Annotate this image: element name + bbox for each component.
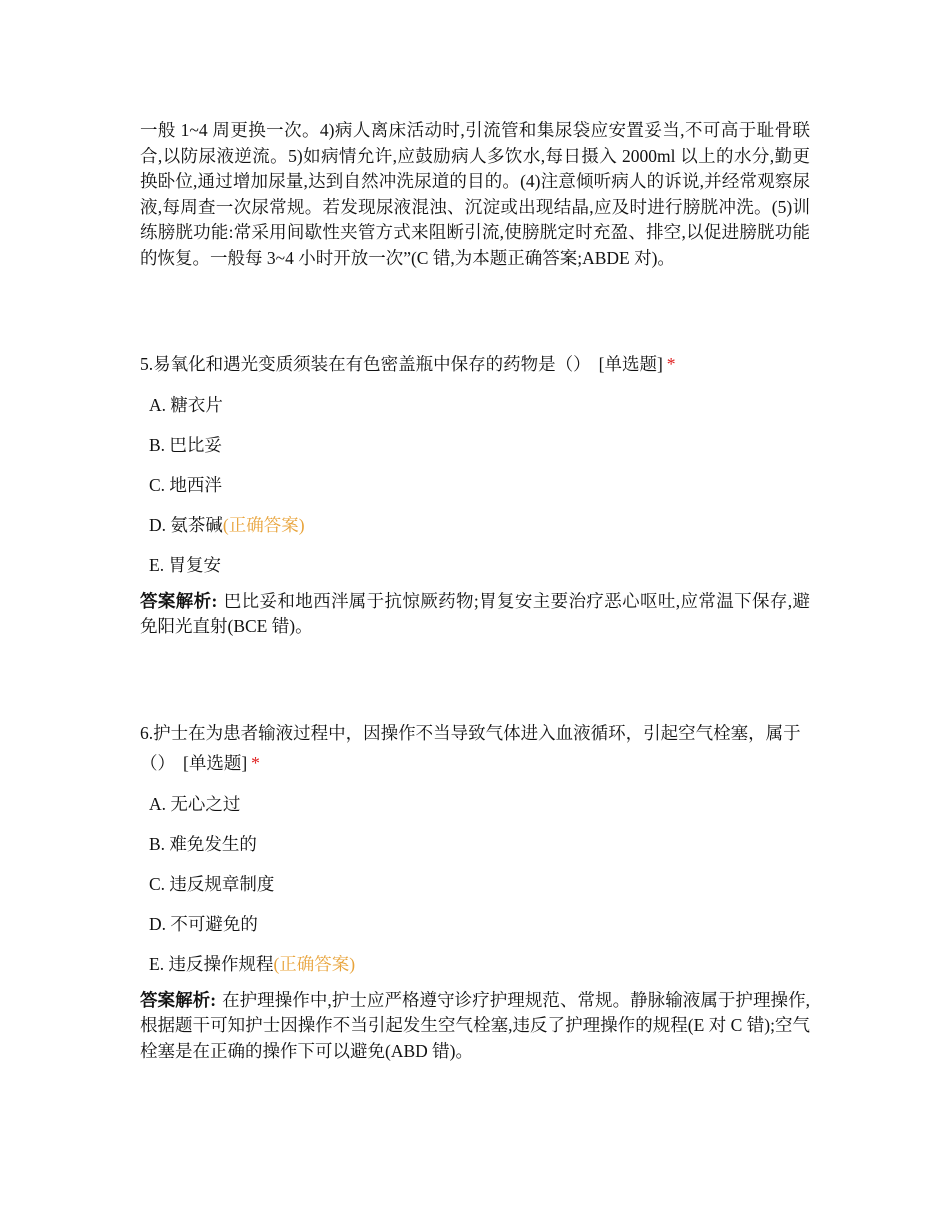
- answer-analysis: [140, 589, 810, 640]
- analysis-text: 巴比妥和地西泮属于抗惊厥药物;胃复安主要治疗恶心呕吐,应常温下保存,避免阳光直射(BCE 错)。: [140, 590, 810, 637]
- answer-analysis: [140, 988, 810, 1065]
- option-a[interactable]: A. 糖衣片: [149, 394, 223, 415]
- question-title: [140, 718, 810, 778]
- question-text: 6.护士在为患者输液过程中，因操作不当导致气体进入血液循环，引起空气栓塞，属于（）: [140, 722, 801, 773]
- question-5: [140, 349, 810, 640]
- required-marker: *: [666, 353, 676, 374]
- question-type: [单选题]: [183, 752, 248, 773]
- option-d[interactable]: D. 不可避免的: [149, 913, 258, 934]
- question-6: [140, 718, 810, 1065]
- option-c[interactable]: C. 违反规章制度: [149, 873, 275, 894]
- option-b[interactable]: B. 难免发生的: [149, 833, 257, 854]
- option-a[interactable]: A. 无心之过: [149, 793, 241, 814]
- analysis-label: 答案解析:: [140, 989, 217, 1010]
- document-page: [140, 118, 810, 1065]
- question-title: [140, 349, 810, 379]
- option-list: [140, 393, 810, 577]
- analysis-label: 答案解析:: [140, 590, 218, 611]
- option-b[interactable]: B. 巴比妥: [149, 434, 222, 455]
- option-e[interactable]: E. 违反操作规程(正确答案): [149, 953, 356, 974]
- question-type: [单选题]: [598, 353, 663, 374]
- option-list: [140, 792, 810, 976]
- correct-answer-tag: (正确答案): [273, 953, 356, 974]
- option-c[interactable]: C. 地西泮: [149, 474, 222, 495]
- option-d[interactable]: D. 氨茶碱(正确答案): [149, 514, 305, 535]
- question-text: 5.易氧化和遇光变质须装在有色密盖瓶中保存的药物是（）: [140, 353, 591, 374]
- option-e[interactable]: E. 胃复安: [149, 554, 221, 575]
- correct-answer-tag: (正确答案): [222, 514, 305, 535]
- required-marker: *: [251, 752, 260, 773]
- continuation-paragraph: 一般 1~4 周更换一次。4)病人离床活动时,引流管和集尿袋应安置妥当,不可高于耻骨联合,以防尿液逆流。5)如病情允许,应鼓励病人多饮水,每日摄入 2000ml 以上的水分,勤更换卧位,通过增加尿量,达到自然冲洗尿道的目的。(4)注意倾听病人的诉说,并经常观察尿液,每周查一次尿常规。若发现尿液混浊、沉淀或出现结晶,应及时进行膀胱冲洗。(5)训练膀胱功能:常采用间歇性夹管方式来阻断引流,使膀胱定时充盈、排空,以促进膀胱功能的恢复。一般每 3~4 小时开放一次”(C 错,为本题正确答案;ABDE 对)。: [140, 120, 810, 268]
- analysis-text: 在护理操作中,护士应严格遵守诊疗护理规范、常规。静脉输液属于护理操作,根据题干可知护士因操作不当引起发生空气栓塞,违反了护理操作的规程(E 对 C 错);空气栓塞是在正确的操作下可以避免(ABD 错)。: [140, 989, 811, 1061]
